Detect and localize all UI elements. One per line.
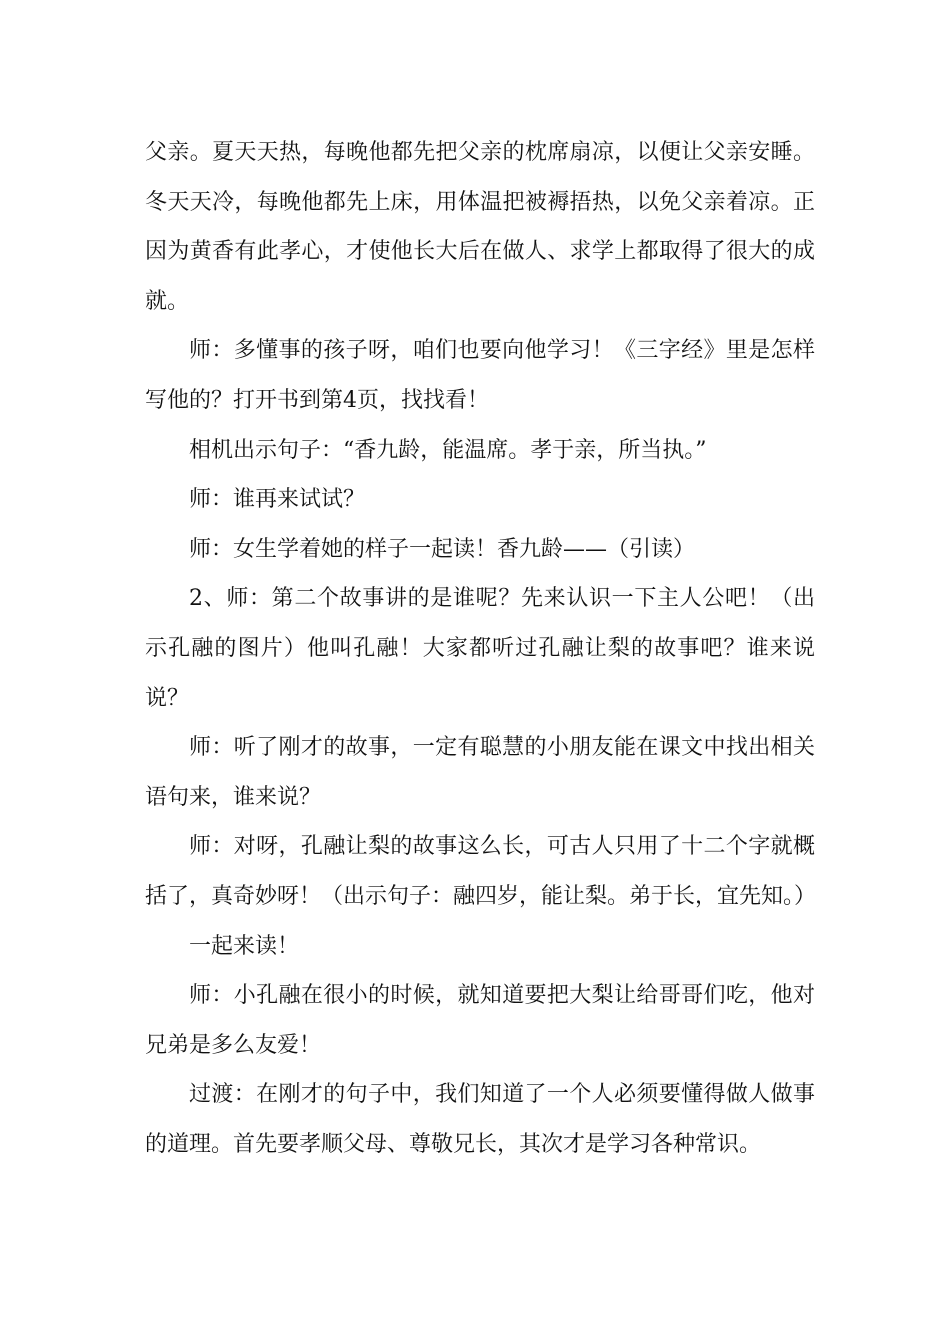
paragraph: 相机出示句子：“香九龄，能温席。孝于亲，所当执。”	[189, 437, 707, 463]
paragraph-continuation: 父亲。夏天天热，每晚他都先把父亲的枕席扇凉，以便让父亲安睡。冬天天冷，每晚他都先上床，用体温把被褥捂热，以免父亲着凉。正因为黄香有此孝心，才使他长大后在做人、求学上都取得了很大的成就。	[145, 140, 815, 314]
document-body	[145, 128, 815, 1169]
paragraph: 师：多懂事的孩子呀，咱们也要向他学习！《三字经》里是怎样写他的？打开书到第4页，找找看！	[145, 338, 815, 413]
paragraph: 过渡：在刚才的句子中，我们知道了一个人必须要懂得做人做事的道理。首先要孝顺父母、尊敬兄长，其次才是学习各种常识。	[145, 1082, 815, 1157]
paragraph: 一起来读！	[189, 933, 300, 959]
paragraph: 师：听了刚才的故事，一定有聪慧的小朋友能在课文中找出相关语句来，谁来说？	[145, 735, 815, 810]
paragraph: 2、师：第二个故事讲的是谁呢？先来认识一下主人公吧！（出示孔融的图片）他叫孔融！大家都听过孔融让梨的故事吧？谁来说说？	[145, 586, 815, 711]
paragraph: 师：对呀，孔融让梨的故事这么长，可古人只用了十二个字就概括了，真奇妙呀！（出示句子：融四岁，能让梨。弟于长，宜先知。）	[145, 834, 817, 909]
paragraph: 师：小孔融在很小的时候，就知道要把大梨让给哥哥们吃，他对兄弟是多么友爱！	[145, 983, 815, 1058]
paragraph: 师：女生学着她的样子一起读！香九龄——（引读）	[189, 536, 696, 562]
paragraph: 师：谁再来试试？	[189, 487, 366, 513]
